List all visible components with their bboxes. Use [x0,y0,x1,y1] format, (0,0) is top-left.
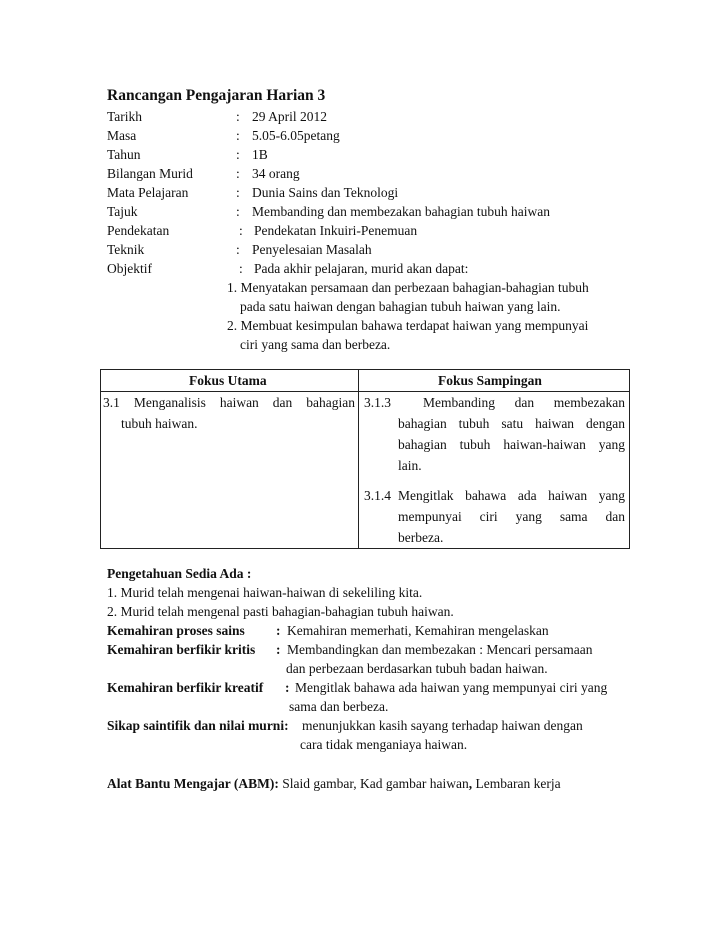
fokus-sampingan-header: Fokus Sampingan [438,373,542,388]
detail-label-bilangan-murid: Bilangan Murid [107,166,193,181]
objective-1-line1: 1. Menyatakan persamaan dan perbezaan bahagian-bahagian tubuh [227,280,589,295]
kemahiran-kritis-label: Kemahiran berfikir kritis [107,642,256,657]
fokus-sampingan-2-line2: mempunyai ciri yang sama dan [398,509,625,524]
kemahiran-kritis-colon: : [276,642,281,657]
fokus-sampingan-2-line3: berbeza. [398,530,444,545]
detail-value-mata-pelajaran: Dunia Sains dan Teknologi [252,185,399,200]
detail-label-tajuk: Tajuk [107,204,138,219]
detail-value-tarikh: 29 April 2012 [252,109,328,124]
detail-colon: : [236,204,240,219]
kemahiran-kreatif-line2: sama dan berbeza. [289,699,389,714]
fokus-sampingan-2-code: 3.1.4 [364,488,391,503]
kemahiran-kreatif-colon: : [285,680,290,695]
detail-colon: : [236,166,240,181]
pengetahuan-item-1: 1. Murid telah mengenai haiwan-haiwan di sekeliling kita. [107,585,423,600]
fokus-sampingan-2-line1: Mengitlak bahawa ada haiwan yang [398,488,625,503]
kemahiran-sains-label: Kemahiran proses sains [107,623,245,638]
kemahiran-kreatif-label: Kemahiran berfikir kreatif [107,680,264,695]
fokus-sampingan-1-line2: bahagian tubuh satu haiwan dengan [398,416,625,431]
kemahiran-sains-value: Kemahiran memerhati, Kemahiran mengelaskan [287,623,549,638]
detail-label-tarikh: Tarikh [107,109,143,124]
detail-value-tajuk: Membanding dan membezakan bahagian tubuh haiwan [252,204,551,219]
fokus-table [100,369,630,549]
fokus-sampingan-1-line3: bahagian tubuh haiwan-haiwan yang [398,437,625,452]
fokus-utama-line1: 3.1 Menganalisis haiwan dan bahagian [103,395,355,410]
detail-value-masa: 5.05-6.05petang [252,128,340,143]
detail-colon: : [236,185,240,200]
detail-label-teknik: Teknik [107,242,145,257]
detail-colon: : [236,109,240,124]
abm-label: Alat Bantu Mengajar (ABM): [107,776,279,791]
fokus-sampingan-1-line1: Membanding dan membezakan [423,395,625,410]
abm-line [107,776,561,792]
detail-label-tahun: Tahun [107,147,141,162]
pengetahuan-item-2: 2. Murid telah mengenal pasti bahagian-bahagian tubuh haiwan. [107,604,454,619]
abm-value-1: Slaid gambar, Kad gambar haiwan [282,776,469,791]
sikap-label: Sikap saintifik dan nilai murni: [107,718,289,733]
detail-label-objektif: Objektif [107,261,152,276]
fokus-sampingan-1-line4: lain. [398,458,422,473]
detail-colon: : [239,261,243,276]
kemahiran-sains-colon: : [276,623,281,638]
objective-2-line2: ciri yang sama dan berbeza. [240,337,391,352]
table-divider-vertical [358,370,359,548]
abm-separator: , [468,776,473,791]
detail-value-bilangan-murid: 34 orang [252,166,300,181]
detail-colon: : [236,128,240,143]
detail-colon: : [236,147,240,162]
kemahiran-kritis-line1: Membandingkan dan membezakan : Mencari persamaan [287,642,593,657]
fokus-utama-header: Fokus Utama [189,373,267,388]
objective-1-line2: pada satu haiwan dengan bahagian tubuh haiwan yang lain. [240,299,561,314]
detail-value-teknik: Penyelesaian Masalah [252,242,372,257]
sikap-line1: menunjukkan kasih sayang terhadap haiwan dengan [302,718,583,733]
page-title: Rancangan Pengajaran Harian 3 [107,87,326,104]
detail-colon: : [236,242,240,257]
detail-value-tahun: 1B [252,147,268,162]
fokus-sampingan-1-code: 3.1.3 [364,395,391,410]
kemahiran-kritis-line2: dan perbezaan berdasarkan tubuh badan haiwan. [286,661,548,676]
abm-value-2: Lembaran kerja [475,776,561,791]
sikap-line2: cara tidak menganiaya haiwan. [300,737,468,752]
detail-value-objektif: Pada akhir pelajaran, murid akan dapat: [254,261,469,276]
detail-value-pendekatan: Pendekatan Inkuiri-Penemuan [254,223,418,238]
kemahiran-kreatif-line1: Mengitlak bahawa ada haiwan yang mempunyai ciri yang [295,680,608,695]
objective-2-line1: 2. Membuat kesimpulan bahawa terdapat haiwan yang mempunyai [227,318,589,333]
pengetahuan-heading: Pengetahuan Sedia Ada : [107,566,252,581]
fokus-utama-line2: tubuh haiwan. [121,416,198,431]
detail-label-mata-pelajaran: Mata Pelajaran [107,185,189,200]
detail-label-pendekatan: Pendekatan [107,223,170,238]
detail-colon: : [239,223,243,238]
detail-label-masa: Masa [107,128,137,143]
